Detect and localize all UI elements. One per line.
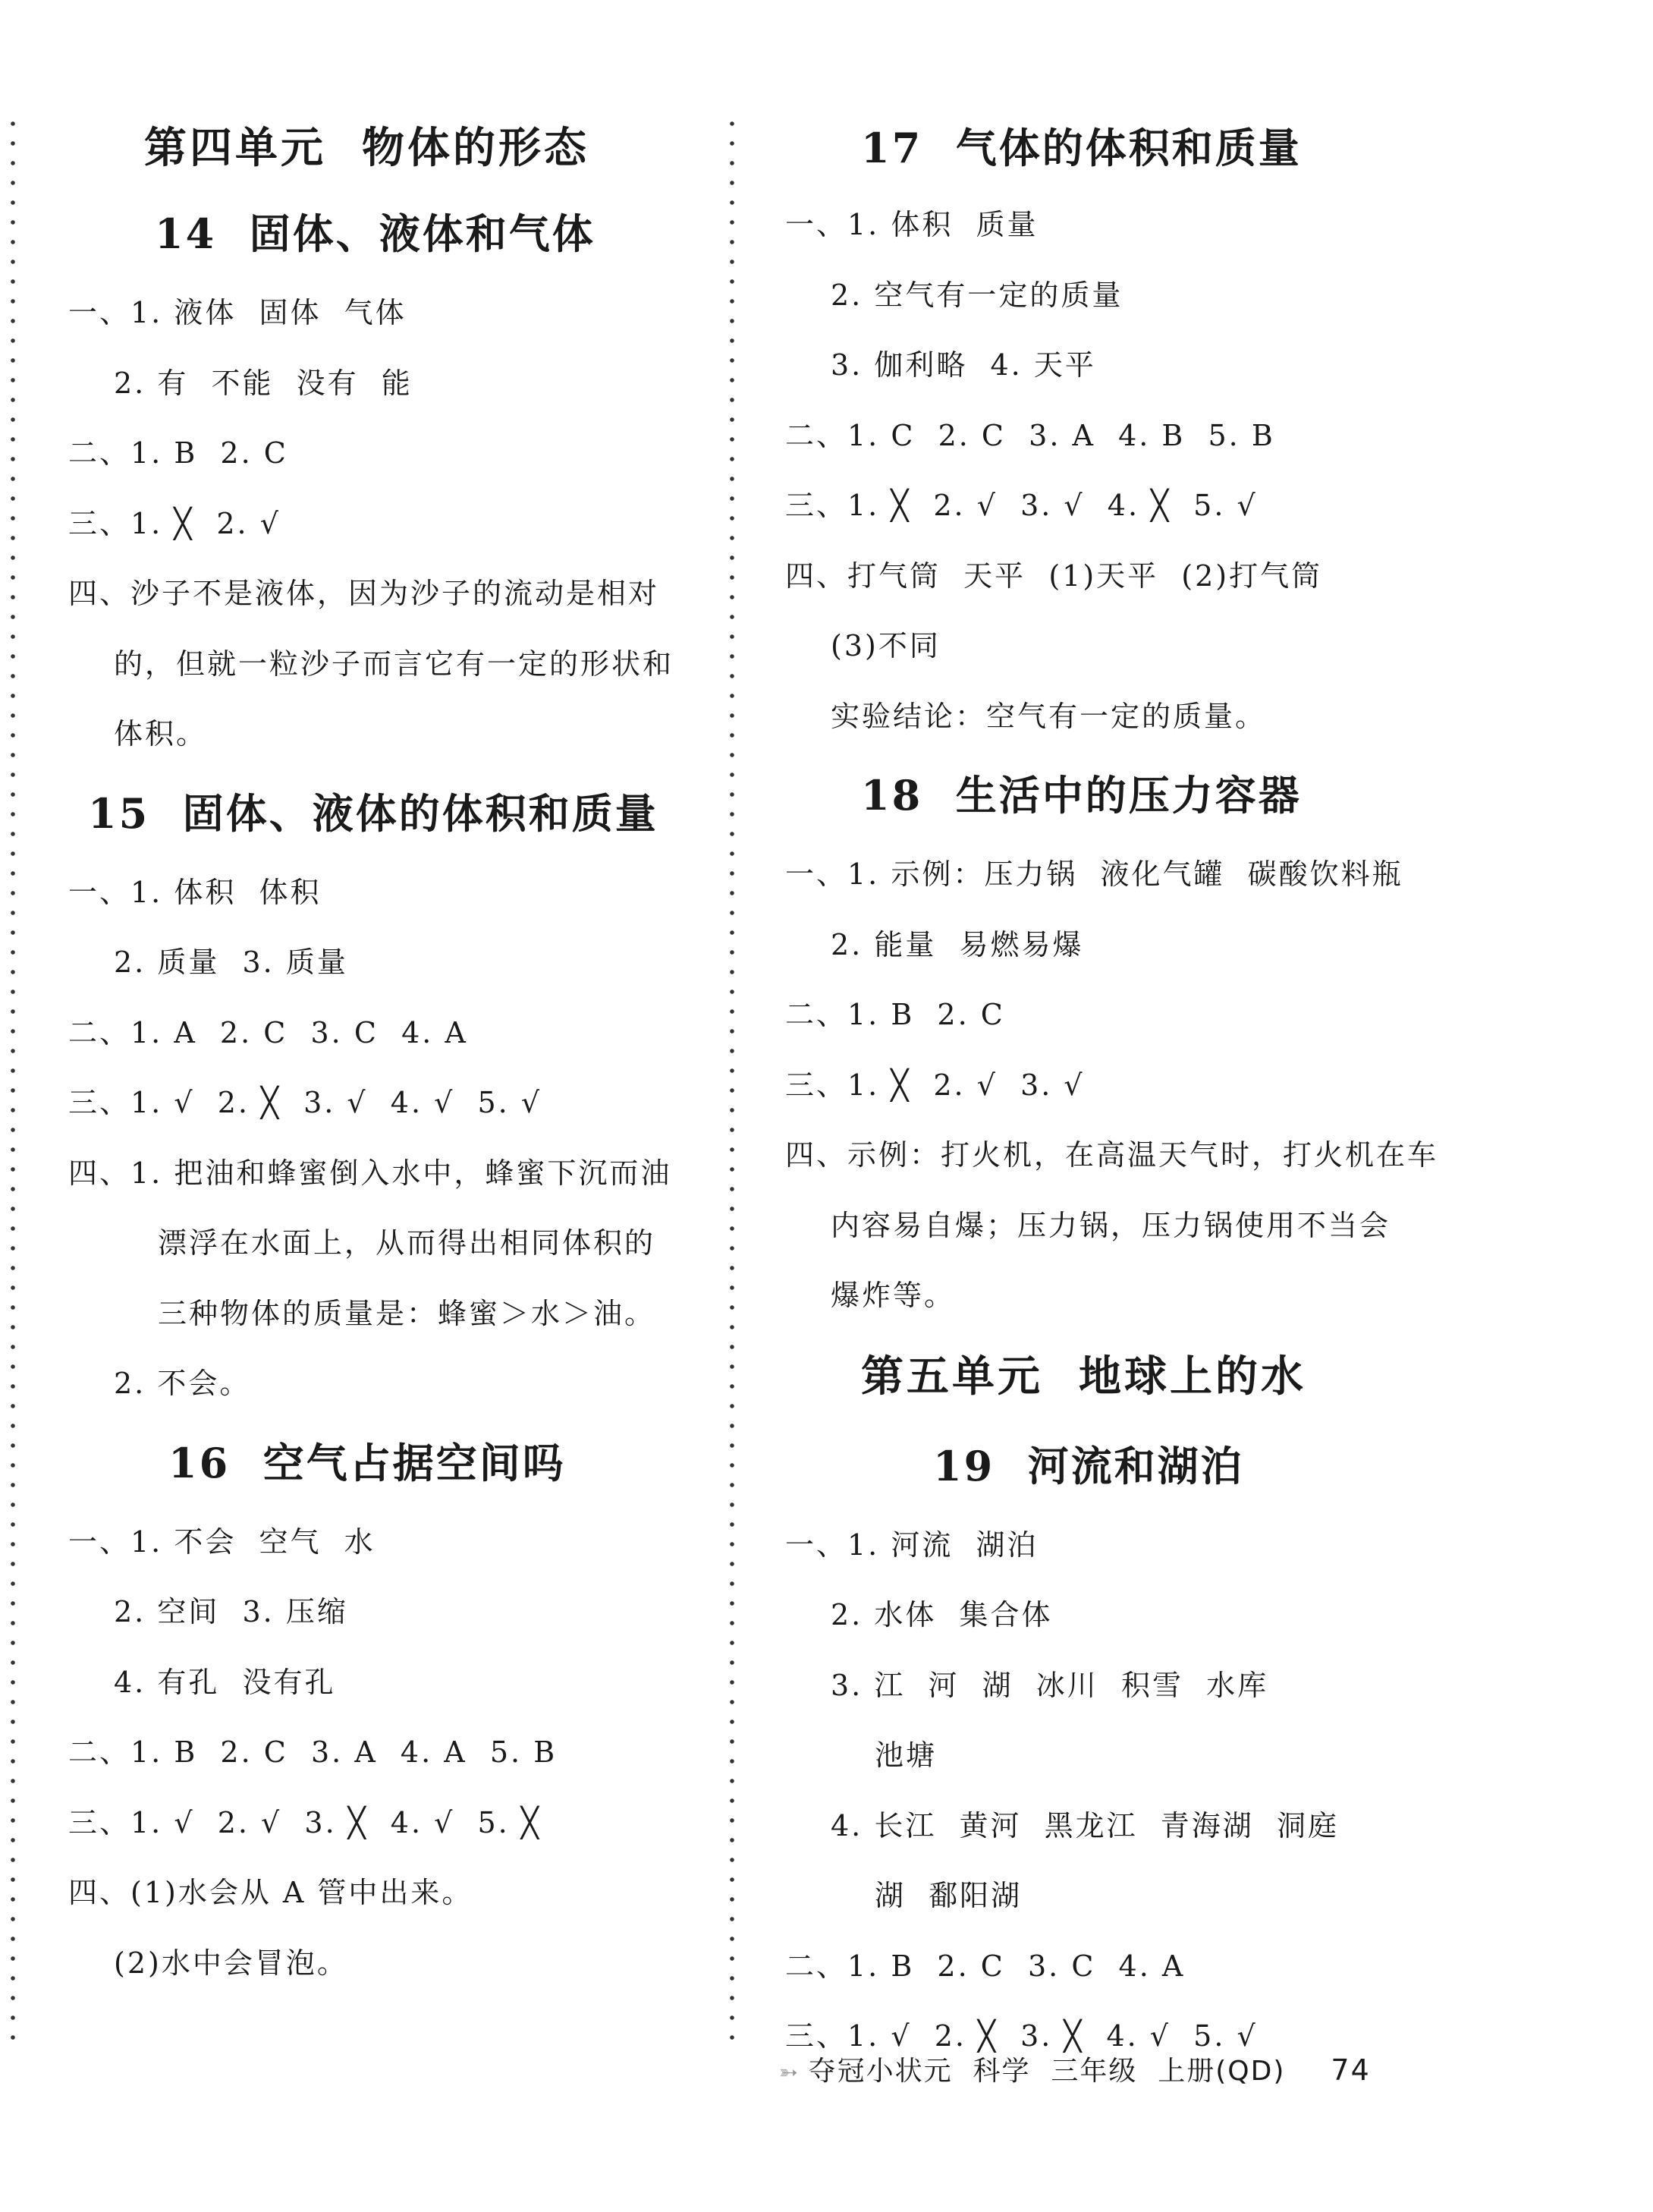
answer-line: 的，但就一粒沙子而言它有一定的形状和 [114,647,674,681]
answer-line: 三、1. ╳ 2. √ 3. √ 4. ╳ 5. √ [785,489,1258,522]
answer-line: 内容易自爆；压力锅，压力锅使用不当会 [831,1208,1391,1242]
answer-line: 3. 江 河 湖 冰川 积雪 水库 [831,1668,1269,1702]
answer-line: 湖 鄱阳湖 [875,1879,1023,1912]
answer-line: 一、1. 液体 固体 气体 [68,296,407,329]
right-column [785,106,1627,2072]
answer-line: 漂浮在水面上，从而得出相同体积的 [158,1226,656,1260]
left-dotted-margin [11,114,15,2041]
section-17-title: 17 气体的体积和质量 [861,124,1302,172]
section-19-title: 19 河流和湖泊 [933,1441,1244,1490]
answer-line: 一、1. 体积 质量 [785,208,1039,241]
unit-4-title: 第四单元 物体的形态 [144,123,589,173]
answer-line: 三、1. √ 2. √ 3. ╳ 4. √ 5. ╳ [68,1805,541,1839]
answer-line: 四、1. 把油和蜂蜜倒入水中，蜂蜜下沉而油 [68,1156,672,1190]
answer-line: 四、示例：打火机，在高温天气时，打火机在车 [785,1138,1439,1172]
answer-line: 2. 有 不能 没有 能 [114,366,413,400]
center-dotted-divider [730,114,734,2041]
answer-line: 2. 质量 3. 质量 [114,946,348,979]
answer-line: 二、1. B 2. C 3. C 4. A [785,1949,1186,1983]
section-18-title: 18 生活中的压力容器 [861,771,1302,820]
answer-line: 四、沙子不是液体，因为沙子的流动是相对 [68,577,660,610]
answer-line: 4. 长江 黄河 黑龙江 青海湖 洞庭 [831,1808,1339,1842]
answer-line: 一、1. 河流 湖泊 [785,1528,1039,1562]
unit-5-title: 第五单元 地球上的水 [861,1351,1306,1402]
left-column [68,106,698,1998]
page-footer [759,2018,1371,2088]
answer-line: 一、1. 体积 体积 [68,875,322,909]
answer-line: 2. 水体 集合体 [831,1598,1053,1631]
answer-line: 2. 空间 3. 压缩 [114,1595,348,1628]
answer-line: 二、1. C 2. C 3. A 4. B 5. B [785,418,1275,452]
answer-line: 实验结论：空气有一定的质量。 [831,699,1267,733]
answer-line: 池塘 [875,1738,938,1772]
answer-line: 三、1. ╳ 2. √ 3. √ [785,1068,1085,1102]
answer-line: 一、1. 不会 空气 水 [68,1524,376,1559]
answer-line: 三、1. ╳ 2. √ [68,506,281,540]
answer-line: 三种物体的质量是：蜂蜜＞水＞油。 [158,1296,656,1330]
answer-line: (2)水中会冒泡。 [114,1946,348,1980]
answer-line: 3. 伽利略 4. 天平 [831,348,1096,382]
section-15-title: 15 固体、液体的体积和质量 [88,788,658,838]
answer-line: 体积。 [114,717,208,750]
page-number: 74 [1331,2053,1371,2087]
answer-line: 爆炸等。 [831,1279,956,1312]
answer-line: 四、(1)水会从 A 管中出来。 [68,1876,473,1909]
feather-icon: ➳ [778,2059,809,2086]
answer-line: 4. 有孔 没有孔 [114,1665,336,1699]
answer-line: 二、1. B 2. C [785,998,1005,1031]
answer-line: 一、1. 示例：压力锅 液化气罐 碳酸饮料瓶 [785,857,1403,891]
answer-line: 三、1. √ 2. ╳ 3. ╳ 4. √ 5. √ [785,2019,1258,2053]
answer-line: 2. 不会。 [114,1367,251,1400]
answer-line: 三、1. √ 2. ╳ 3. √ 4. √ 5. √ [68,1086,542,1119]
answer-line: 2. 空气有一定的质量 [831,278,1123,312]
answer-line: 二、1. A 2. C 3. C 4. A [68,1015,468,1049]
answer-line: 二、1. B 2. C [68,436,288,470]
answer-line: 四、打气筒 天平 (1)天平 (2)打气筒 [785,559,1323,593]
book-title: 夺冠小状元 科学 三年级 上册(QD) [808,2056,1286,2087]
section-14-title: 14 固体、液体和气体 [155,209,596,258]
answer-line: 2. 能量 易燃易爆 [831,927,1084,961]
section-16-title: 16 空气占据空间吗 [168,1438,566,1487]
answer-line: 二、1. B 2. C 3. A 4. A 5. B [68,1735,558,1769]
answer-line: (3)不同 [831,629,941,662]
